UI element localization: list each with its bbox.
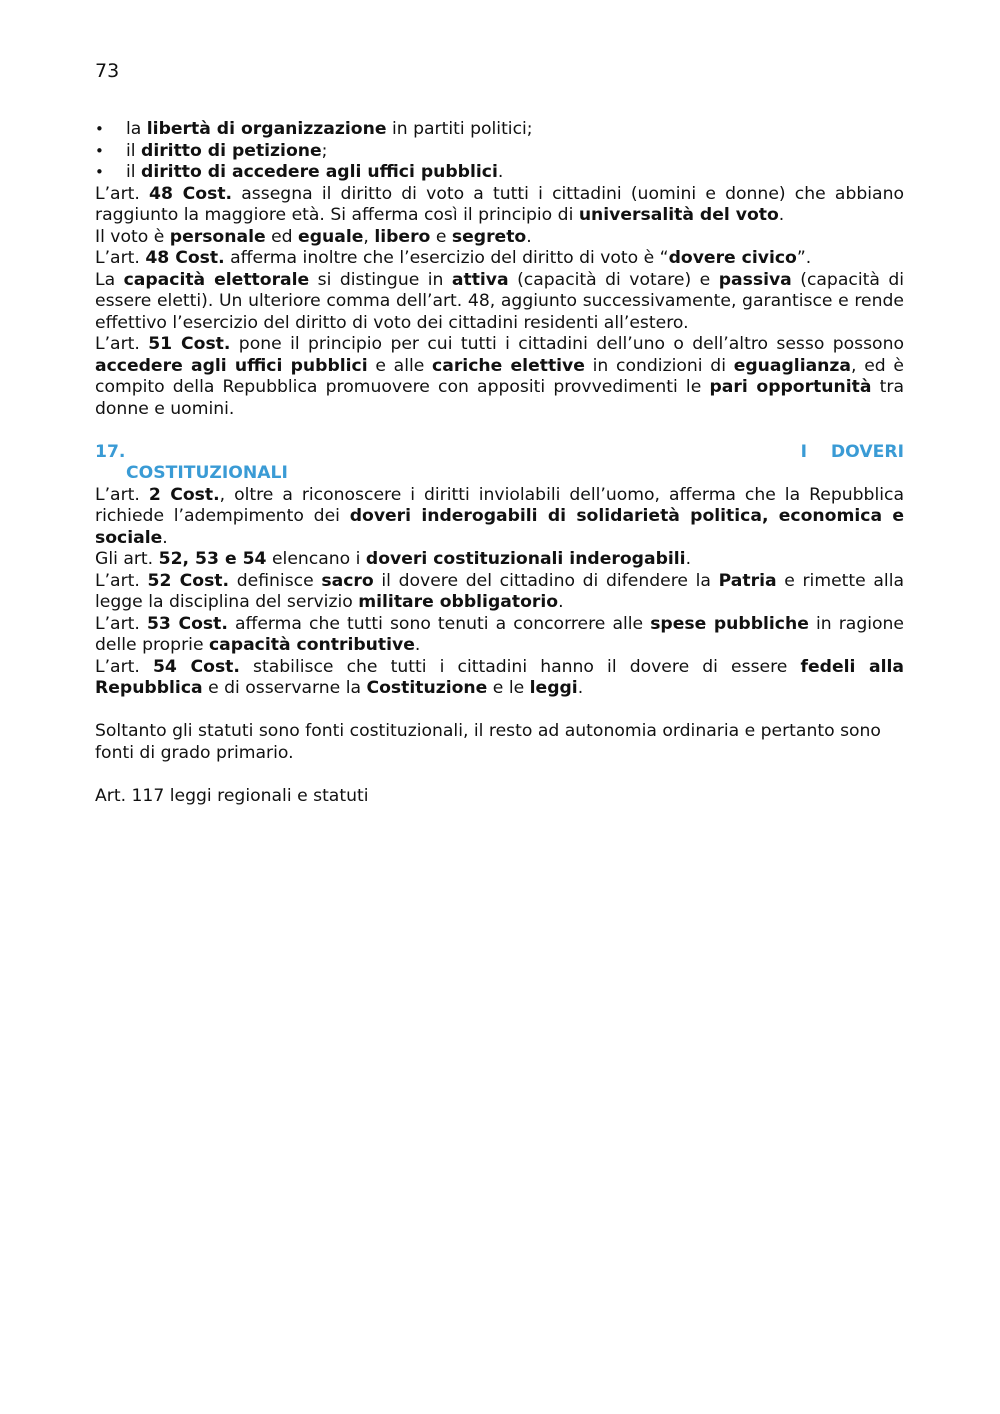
page-number: 73 [95,60,120,82]
paragraph-art48-dovere-civico: L’art. 48 Cost. afferma inoltre che l’esercizio del diritto di voto è “dovere civico”. [95,248,812,268]
paragraph-voto: Il voto è personale ed eguale, libero e segreto. [95,226,532,247]
rights-list [95,119,904,184]
spacer [95,700,904,722]
paragraph-elenco-doveri: Gli art. 52, 53 e 54 elencano i doveri costituzionali inderogabili. [95,549,692,569]
section-heading [95,442,904,485]
spacer [95,420,904,442]
paragraph-art52: L’art. 52 Cost. definisce sacro il dovere del cittadino di difendere la Patria e rimette alla legge la disciplina del servizio militare obbligatorio. [95,570,904,612]
paragraph-art51: L’art. 51 Cost. pone il principio per cui tutti i cittadini dell’uno o dell’altro sesso possono accedere agli uffici pubblici e alle cariche elettive in condizioni di eguaglianza, ed è compito della Repubblica promuovere con appositi provvedimenti le pari opportunità tra donne e uomini. [95,334,905,419]
section-title-second-line: COSTITUZIONALI [126,463,288,483]
paragraph-capacita-elettorale: La capacità elettorale si distingue in attiva (capacità di votare) e passiva (capacità di essere eletti). Un ulteriore comma dell’art. 48, aggiunto successivamente, garantisce e rende effettivo l’esercizio del diritto di voto dei cittadini residenti all’estero. [95,269,905,333]
spacer [95,764,904,786]
section-number: 17. [95,441,126,462]
paragraph-art117: Art. 117 leggi regionali e statuti [95,785,369,806]
document-body [95,119,904,807]
list-item: • il diritto di accedere agli uffici pubblici. [95,162,904,184]
paragraph-art2: L’art. 2 Cost., oltre a riconoscere i diritti inviolabili dell’uomo, afferma che la Repubblica richiede l’adempimento dei doveri inderogabili di solidarietà politica, economica e sociale. [95,484,904,548]
paragraph-art54: L’art. 54 Cost. stabilisce che tutti i cittadini hanno il dovere di essere fedeli alla Repubblica e di osservarne la Costituzione e le leggi. [95,656,904,698]
list-item: • il diritto di petizione; [95,141,904,163]
paragraph-art53: L’art. 53 Cost. afferma che tutti sono tenuti a concorrere alle spese pubbliche in ragione delle proprie capacità contributive. [95,613,904,655]
list-item: • la libertà di organizzazione in partiti politici; [95,119,904,141]
paragraph-statuti: Soltanto gli statuti sono fonti costituzionali, il resto ad autonomia ordinaria e pertanto sono fonti di grado primario. [95,721,881,763]
paragraph-art48: L’art. 48 Cost. assegna il diritto di voto a tutti i cittadini (uomini e donne) che abbiano raggiunto la maggiore età. Si afferma così il principio di universalità del voto. [95,183,904,225]
section-title-first-line: I DOVERI [800,441,904,462]
